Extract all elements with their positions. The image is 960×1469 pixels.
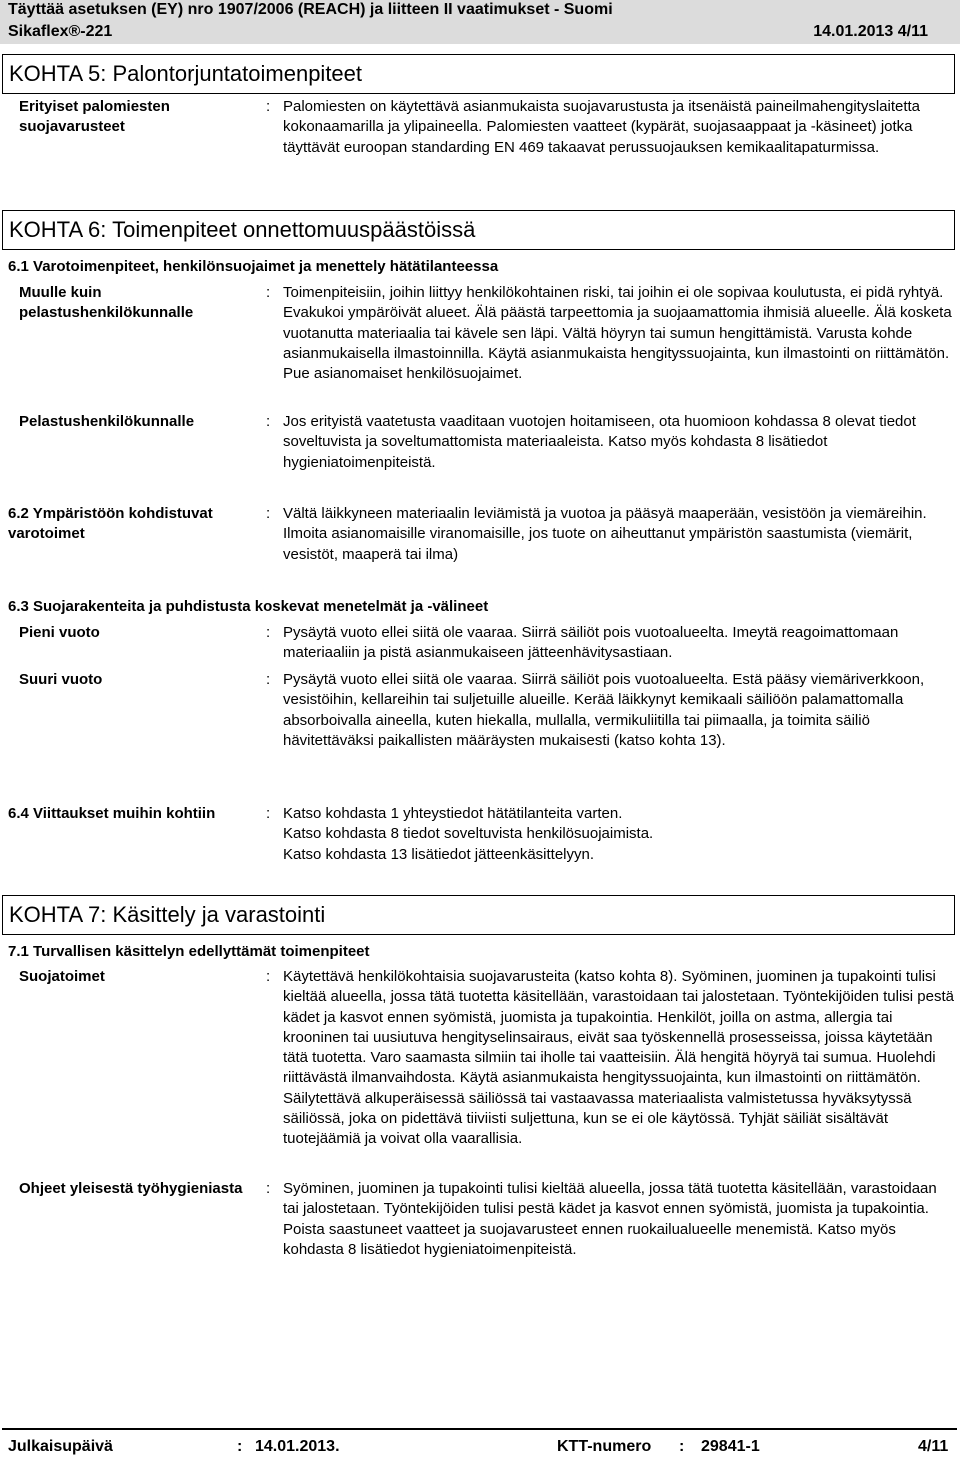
- row-value: Toimenpiteisiin, joihin liittyy henkilökohtainen riski, tai joihin ei ole sopivaa koulutusta, ei pidä ryhtyä. Evakukoi ympäröivät alueet. Älä päästä tarpeettomia ja suojaamattomia ihmisiä alueelle. Älä kosketa vuotanutta materiaalia tai kävele sen läpi. Vältä höyryn tai sumun hengittämistä. Varusta kohde asianmukaisella ilmastoinnilla. Käytä asianmukaista hengityssuojainta, kun ilmastointi on riittämätön. Pue asianomaiset henkilösuojaimet.: [283, 284, 952, 383]
- subsection-6-2-label: 6.2 Ympäristöön kohdistuvat varotoimet: [8, 505, 213, 542]
- subsection-6-4-value: [283, 804, 955, 865]
- section-7-title: KOHTA 7: Käsittely ja varastointi: [9, 902, 326, 927]
- footer-separator: :: [237, 1438, 243, 1455]
- row-value: Palomiesten on käytettävä asianmukaista suojavarustusta ja itsenäistä paineilmahengityslaitetta kokonaamarilla ja ylipaineella. Palomiesten vaatteet (kypärät, suojasaappaat ja -käsineet) jotka täyttävät euroopan standarding EN 469 takaavat perussuojauksen kemikaalitapaturmissa.: [283, 98, 921, 156]
- footer-divider: [2, 1428, 957, 1430]
- row-label: Suojatoimet: [19, 968, 105, 985]
- row-label: Pelastushenkilökunnalle: [19, 413, 195, 430]
- footer-page-number: 4/11: [918, 1438, 949, 1455]
- subsection-6-1-title: 6.1 Varotoimenpiteet, henkilönsuojaimet ja menettely hätätilanteessa: [8, 258, 499, 275]
- footer-publication-date: 14.01.2013.: [255, 1438, 340, 1455]
- row-colon: :: [266, 968, 271, 985]
- row-value: Pysäytä vuoto ellei siitä ole vaaraa. Siirrä säiliöt pois vuotoalueelta. Estä pääsy viemäriverkkoon, vesistöihin, kellareihin tai suljetuille alueille. Kerää läikkynyt kemikaali säiliöön palamattomalla absorboivalla aineella, kuten hiekalla, mullalla, vermikuliitilla tai piimaalla, ja toimita säiliö hävitettäväksi paikallisten määräysten mukaisesti (katso kohta 13).: [283, 671, 925, 749]
- subsection-6-4-label: 6.4 Viittaukset muihin kohtiin: [8, 805, 216, 822]
- row-value: Jos erityistä vaatetusta vaaditaan vuotojen hoitamiseen, ota huomioon kohdassa 8 olevat tiedot soveltuvista ja soveltumattomista materiaaleista. Katso myös kohdasta 8 lisätiedot hygieniatoimenpiteistä.: [283, 413, 916, 471]
- header-title: Täyttää asetuksen (EY) nro 1907/2006 (REACH) ja liitteen II vaatimukset - Suomi: [8, 1, 613, 18]
- header-product: Sikaflex®-221: [8, 23, 113, 40]
- section-5-title: KOHTA 5: Palontorjuntatoimenpiteet: [9, 61, 363, 86]
- row-colon: :: [266, 1180, 271, 1197]
- row-colon: :: [266, 413, 271, 430]
- row-label: Ohjeet yleisestä työhygieniasta: [19, 1180, 243, 1197]
- header-date-page: 14.01.2013 4/11: [813, 23, 928, 40]
- reference-line: Katso kohdasta 8 tiedot soveltuvista henkilösuojaimista.: [283, 825, 654, 843]
- subsection-7-1-title: 7.1 Turvallisen käsittelyn edellyttämät toimenpiteet: [8, 943, 370, 960]
- footer-separator: :: [679, 1438, 685, 1455]
- row-colon: :: [266, 505, 271, 522]
- page-header: [0, 0, 960, 44]
- row-label: Erityiset palomiesten suojavarusteet: [19, 98, 170, 135]
- reference-line: Katso kohdasta 13 lisätiedot jätteenkäsittelyyn.: [283, 845, 595, 863]
- footer-ktt-number: 29841-1: [701, 1438, 760, 1455]
- row-value: Syöminen, juominen ja tupakointi tulisi kieltää alueella, jossa tätä tuotetta käsitellään, varastoidaan tai jalostetaan. Työntekijöiden tulisi pestä kädet ja kasvot ennen syömistä, juomista ja tupakointia. Poista saastuneet vaatteet ja suojavarusteet ennen ruokailualueelle menemistä. Katso myös kohdasta 8 lisätiedot hygieniatoimenpiteistä.: [283, 1180, 937, 1258]
- row-colon: :: [266, 624, 271, 641]
- row-label: Suuri vuoto: [19, 671, 103, 688]
- section-6-title: KOHTA 6: Toimenpiteet onnettomuuspäästöissä: [9, 217, 476, 242]
- reference-line: Katso kohdasta 1 yhteystiedot hätätilanteita varten.: [283, 805, 623, 822]
- footer-ktt-label: KTT-numero: [557, 1438, 652, 1455]
- row-label: Muulle kuin pelastushenkilökunnalle: [19, 284, 194, 321]
- row-colon: :: [266, 805, 271, 822]
- row-colon: :: [266, 98, 271, 115]
- row-value: Pysäytä vuoto ellei siitä ole vaaraa. Siirrä säiliöt pois vuotoalueelta. Imeytä reagoimattomaan materiaaliin ja pistä asianmukaiseen jätteenhävitysastiaan.: [283, 624, 899, 662]
- section-6-heading: [2, 210, 955, 250]
- row-colon: :: [266, 284, 271, 301]
- row-value: Käytettävä henkilökohtaisia suojavarusteita (katso kohta 8). Syöminen, juominen ja tupakointi tulisi kieltää alueella, jossa tätä tuotetta käsitellään, varastoidaan tai jalostetaan. Työntekijöiden tulisi pestä kädet ja kasvot ennen syömistä, juomista ja tupakointia. Henkilöt, joilla on astma, allergia tai krooninen tai uusiutuva hengityselinsairaus, eivät saa työskennellä prosesseissa, joissa käytetään tätä tuotetta. Varo saamasta silmiin tai iholle tai vaatteisiin. Älä hengitä höyryä tai sumua. Huolehdi riittävästä ilmanvaihdosta. Käytä asianmukaista hengityssuojainta, kun ilmastointi on riittämätön. Säilytettävä alkuperäisessä säiliössä tai vastaavassa materiaalista valmistetussa hyväksytyssä säiliössä, joka on pidettävä tiiviisti suljettuna, kun se ei ole käytössä. Tyhjät säiliät sisältävät tuotejäämiä ja voivat olla vaarallisia.: [283, 968, 954, 1148]
- subsection-6-3-title: 6.3 Suojarakenteita ja puhdistusta koskevat menetelmät ja -välineet: [8, 598, 489, 615]
- section-5-heading: [2, 54, 955, 94]
- footer-publication-label: Julkaisupäivä: [8, 1438, 113, 1455]
- subsection-6-2-value: Vältä läikkyneen materiaalin leviämistä ja vuotoa ja pääsyä maaperään, vesistöön ja viemäreihin. Ilmoita asianomaisille viranomaisille, jos tuote on aiheuttanut ympäristön saastumista (viemärit, vesistöt, maaperä tai ilma): [283, 505, 927, 563]
- section-7-heading: [2, 895, 955, 935]
- row-colon: :: [266, 671, 271, 688]
- row-label: Pieni vuoto: [19, 624, 100, 641]
